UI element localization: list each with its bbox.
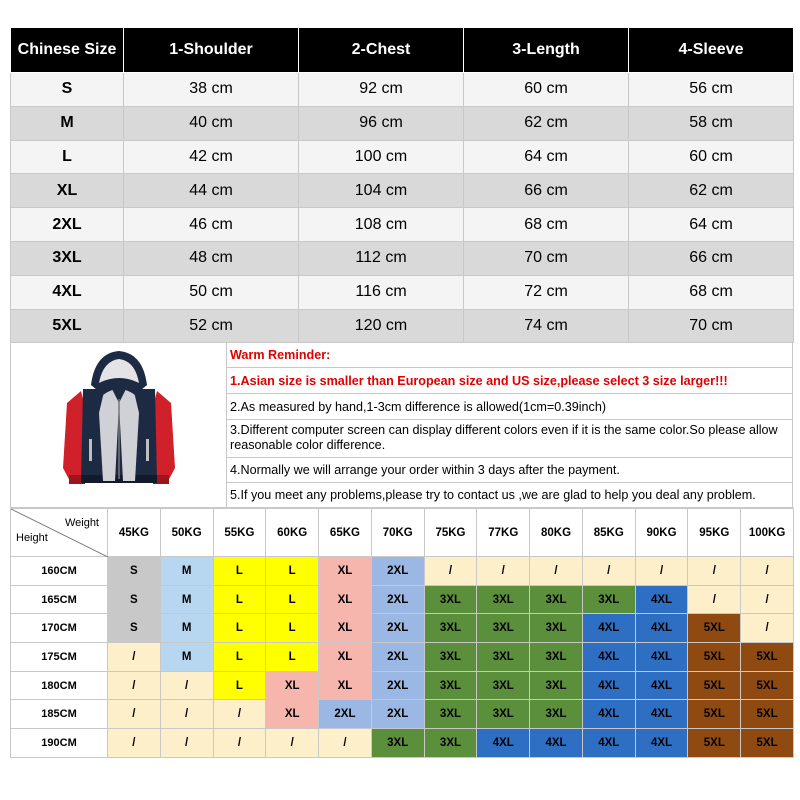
- size-recommendation-cell: 4XL: [635, 643, 688, 672]
- size-recommendation-cell: 3XL: [424, 614, 477, 643]
- size-recommendation-cell: 4XL: [635, 614, 688, 643]
- size-recommendation-cell: 2XL: [371, 700, 424, 729]
- size-recommendation-cell: /: [213, 729, 266, 758]
- header-length: 3-Length: [464, 28, 629, 73]
- size-recommendation-cell: L: [213, 614, 266, 643]
- size-recommendation-cell: /: [530, 557, 583, 586]
- size-recommendation-cell: L: [213, 643, 266, 672]
- size-recommendation-cell: /: [477, 557, 530, 586]
- size-recommendation-cell: 4XL: [635, 671, 688, 700]
- measurement-cell: 66 cm: [629, 241, 794, 275]
- measurement-cell: 60 cm: [629, 140, 794, 174]
- size-recommendation-cell: L: [266, 585, 319, 614]
- size-recommendation-cell: /: [582, 557, 635, 586]
- measurement-cell: 116 cm: [299, 275, 464, 309]
- size-recommendation-cell: 5XL: [688, 643, 741, 672]
- reminder-line-3: 3.Different computer screen can display different colors even if it is the same color.So please allow reasonable color difference.: [227, 420, 793, 458]
- size-recommendation-cell: /: [741, 614, 794, 643]
- size-recommendation-cell: 3XL: [424, 729, 477, 758]
- height-label: 190CM: [11, 729, 108, 758]
- measurement-cell: 96 cm: [299, 106, 464, 140]
- size-recommendation-cell: 3XL: [477, 700, 530, 729]
- hoodie-illustration: [11, 343, 227, 507]
- size-recommendation-cell: XL: [266, 671, 319, 700]
- weight-height-chart: [10, 508, 794, 758]
- measurement-cell: 70 cm: [629, 309, 794, 343]
- size-recommendation-cell: 3XL: [530, 700, 583, 729]
- size-label: 2XL: [11, 208, 124, 242]
- size-recommendation-cell: L: [213, 557, 266, 586]
- size-recommendation-cell: 3XL: [371, 729, 424, 758]
- height-label: 185CM: [11, 700, 108, 729]
- height-row: [11, 585, 794, 614]
- size-recommendation-cell: /: [741, 585, 794, 614]
- size-recommendation-cell: /: [108, 671, 161, 700]
- size-recommendation-cell: L: [213, 671, 266, 700]
- size-recommendation-cell: 4XL: [530, 729, 583, 758]
- size-label: M: [11, 106, 124, 140]
- measurement-cell: 48 cm: [124, 241, 299, 275]
- weight-header-cell: 50KG: [160, 509, 213, 557]
- size-recommendation-cell: 2XL: [371, 671, 424, 700]
- size-recommendation-cell: /: [108, 643, 161, 672]
- height-row: [11, 700, 794, 729]
- measurement-cell: 58 cm: [629, 106, 794, 140]
- size-row: [11, 140, 794, 174]
- weight-height-corner: [11, 509, 108, 557]
- size-label: XL: [11, 174, 124, 208]
- size-recommendation-cell: /: [160, 729, 213, 758]
- size-recommendation-cell: 3XL: [477, 585, 530, 614]
- size-recommendation-cell: 4XL: [582, 643, 635, 672]
- size-recommendation-cell: 3XL: [530, 614, 583, 643]
- size-recommendation-cell: 3XL: [424, 585, 477, 614]
- weight-header-cell: 75KG: [424, 509, 477, 557]
- measurement-cell: 104 cm: [299, 174, 464, 208]
- size-recommendation-cell: 3XL: [424, 671, 477, 700]
- size-recommendation-cell: S: [108, 557, 161, 586]
- weight-header-cell: 85KG: [582, 509, 635, 557]
- size-recommendation-cell: XL: [319, 557, 372, 586]
- size-label: L: [11, 140, 124, 174]
- size-recommendation-cell: /: [108, 729, 161, 758]
- size-row: [11, 241, 794, 275]
- size-recommendation-cell: XL: [319, 671, 372, 700]
- measurement-cell: 68 cm: [629, 275, 794, 309]
- measurement-cell: 70 cm: [464, 241, 629, 275]
- size-recommendation-cell: XL: [319, 585, 372, 614]
- size-recommendation-cell: 5XL: [741, 700, 794, 729]
- size-recommendation-cell: 4XL: [477, 729, 530, 758]
- size-recommendation-cell: 2XL: [371, 614, 424, 643]
- size-row: [11, 174, 794, 208]
- size-recommendation-cell: /: [160, 700, 213, 729]
- reminder-line-1: 1.Asian size is smaller than European size and US size,please select 3 size larger!!!: [227, 368, 793, 394]
- weight-header-cell: 90KG: [635, 509, 688, 557]
- size-recommendation-cell: 3XL: [530, 585, 583, 614]
- weight-header-cell: 55KG: [213, 509, 266, 557]
- size-recommendation-cell: L: [266, 643, 319, 672]
- size-recommendation-cell: 4XL: [635, 585, 688, 614]
- header-sleeve: 4-Sleeve: [629, 28, 794, 73]
- size-recommendation-cell: /: [319, 729, 372, 758]
- weight-header-cell: 45KG: [108, 509, 161, 557]
- height-label: 160CM: [11, 557, 108, 586]
- height-label: 175CM: [11, 643, 108, 672]
- weight-header-cell: 100KG: [741, 509, 794, 557]
- size-recommendation-cell: /: [688, 557, 741, 586]
- size-recommendation-cell: /: [266, 729, 319, 758]
- reminder-line-4: 4.Normally we will arrange your order within 3 days after the payment.: [227, 458, 793, 483]
- measurement-cell: 62 cm: [629, 174, 794, 208]
- size-label: 3XL: [11, 241, 124, 275]
- size-recommendation-cell: 5XL: [741, 671, 794, 700]
- measurement-cell: 56 cm: [629, 73, 794, 107]
- measurement-cell: 62 cm: [464, 106, 629, 140]
- size-recommendation-cell: L: [266, 614, 319, 643]
- reminder-line-2: 2.As measured by hand,1-3cm difference is allowed(1cm=0.39inch): [227, 394, 793, 420]
- measurement-cell: 72 cm: [464, 275, 629, 309]
- measurement-cell: 52 cm: [124, 309, 299, 343]
- size-chart-header-row: [11, 28, 794, 73]
- size-recommendation-cell: XL: [319, 614, 372, 643]
- measurement-cell: 44 cm: [124, 174, 299, 208]
- size-recommendation-cell: /: [160, 671, 213, 700]
- measurement-cell: 64 cm: [629, 208, 794, 242]
- size-recommendation-cell: /: [688, 585, 741, 614]
- size-recommendation-cell: L: [266, 557, 319, 586]
- size-row: [11, 208, 794, 242]
- size-row: [11, 106, 794, 140]
- size-recommendation-cell: 4XL: [582, 614, 635, 643]
- height-row: [11, 671, 794, 700]
- measurement-cell: 100 cm: [299, 140, 464, 174]
- size-recommendation-cell: 2XL: [371, 643, 424, 672]
- weight-header-cell: 95KG: [688, 509, 741, 557]
- size-recommendation-cell: /: [424, 557, 477, 586]
- size-recommendation-cell: 3XL: [477, 671, 530, 700]
- size-recommendation-cell: 3XL: [477, 614, 530, 643]
- measurement-cell: 108 cm: [299, 208, 464, 242]
- size-recommendation-cell: 2XL: [371, 557, 424, 586]
- height-label: 170CM: [11, 614, 108, 643]
- size-recommendation-cell: 5XL: [741, 643, 794, 672]
- size-recommendation-cell: 5XL: [688, 729, 741, 758]
- header-shoulder: 1-Shoulder: [124, 28, 299, 73]
- size-recommendation-cell: /: [108, 700, 161, 729]
- size-row: [11, 275, 794, 309]
- measurement-cell: 66 cm: [464, 174, 629, 208]
- measurement-cell: 38 cm: [124, 73, 299, 107]
- height-row: [11, 643, 794, 672]
- weight-header-cell: 77KG: [477, 509, 530, 557]
- measurement-cell: 60 cm: [464, 73, 629, 107]
- reminder-list: [227, 343, 794, 507]
- size-recommendation-cell: /: [635, 557, 688, 586]
- size-recommendation-cell: M: [160, 614, 213, 643]
- size-recommendation-cell: 3XL: [582, 585, 635, 614]
- weight-axis-label: Weight: [64, 517, 99, 529]
- size-recommendation-cell: 5XL: [741, 729, 794, 758]
- size-recommendation-cell: 2XL: [371, 585, 424, 614]
- measurement-cell: 64 cm: [464, 140, 629, 174]
- size-label: 4XL: [11, 275, 124, 309]
- height-row: [11, 557, 794, 586]
- weight-header-cell: 65KG: [319, 509, 372, 557]
- size-recommendation-cell: M: [160, 643, 213, 672]
- size-recommendation-cell: 4XL: [635, 729, 688, 758]
- size-recommendation-cell: /: [213, 700, 266, 729]
- measurement-cell: 112 cm: [299, 241, 464, 275]
- size-recommendation-cell: /: [741, 557, 794, 586]
- size-recommendation-cell: XL: [319, 643, 372, 672]
- size-recommendation-cell: S: [108, 585, 161, 614]
- size-recommendation-cell: 3XL: [424, 700, 477, 729]
- size-recommendation-cell: 3XL: [530, 643, 583, 672]
- measurement-cell: 42 cm: [124, 140, 299, 174]
- size-recommendation-cell: XL: [266, 700, 319, 729]
- measurement-cell: 40 cm: [124, 106, 299, 140]
- height-label: 165CM: [11, 585, 108, 614]
- size-recommendation-cell: 3XL: [477, 643, 530, 672]
- size-recommendation-cell: 5XL: [688, 614, 741, 643]
- reminder-line-5: 5.If you meet any problems,please try to contact us ,we are glad to help you deal any problem.: [230, 488, 756, 502]
- size-recommendation-cell: 2XL: [319, 700, 372, 729]
- size-recommendation-cell: 5XL: [688, 671, 741, 700]
- measurement-cell: 68 cm: [464, 208, 629, 242]
- height-axis-label: Height: [16, 532, 48, 544]
- size-recommendation-cell: S: [108, 614, 161, 643]
- size-recommendation-cell: 3XL: [530, 671, 583, 700]
- header-chinese-size: Chinese Size: [11, 28, 124, 73]
- size-recommendation-cell: M: [160, 585, 213, 614]
- size-row: [11, 73, 794, 107]
- weight-header-cell: 60KG: [266, 509, 319, 557]
- jacket-image: [11, 343, 227, 507]
- size-recommendation-cell: 4XL: [582, 729, 635, 758]
- size-recommendation-cell: 3XL: [424, 643, 477, 672]
- weight-header-cell: 80KG: [530, 509, 583, 557]
- measurement-cell: 50 cm: [124, 275, 299, 309]
- size-label: S: [11, 73, 124, 107]
- measurement-cell: 120 cm: [299, 309, 464, 343]
- size-chart-table: [10, 27, 794, 343]
- size-recommendation-cell: 4XL: [582, 671, 635, 700]
- height-row: [11, 729, 794, 758]
- height-label: 180CM: [11, 671, 108, 700]
- size-label: 5XL: [11, 309, 124, 343]
- size-row: [11, 309, 794, 343]
- size-recommendation-cell: 4XL: [582, 700, 635, 729]
- measurement-cell: 46 cm: [124, 208, 299, 242]
- size-recommendation-cell: 5XL: [688, 700, 741, 729]
- size-recommendation-cell: L: [213, 585, 266, 614]
- reminder-section: [10, 343, 793, 508]
- weight-header-cell: 70KG: [371, 509, 424, 557]
- size-recommendation-cell: M: [160, 557, 213, 586]
- size-recommendation-cell: 4XL: [635, 700, 688, 729]
- height-row: [11, 614, 794, 643]
- measurement-cell: 92 cm: [299, 73, 464, 107]
- reminder-title: Warm Reminder:: [227, 343, 793, 368]
- header-chest: 2-Chest: [299, 28, 464, 73]
- weight-header-row: [11, 509, 794, 557]
- measurement-cell: 74 cm: [464, 309, 629, 343]
